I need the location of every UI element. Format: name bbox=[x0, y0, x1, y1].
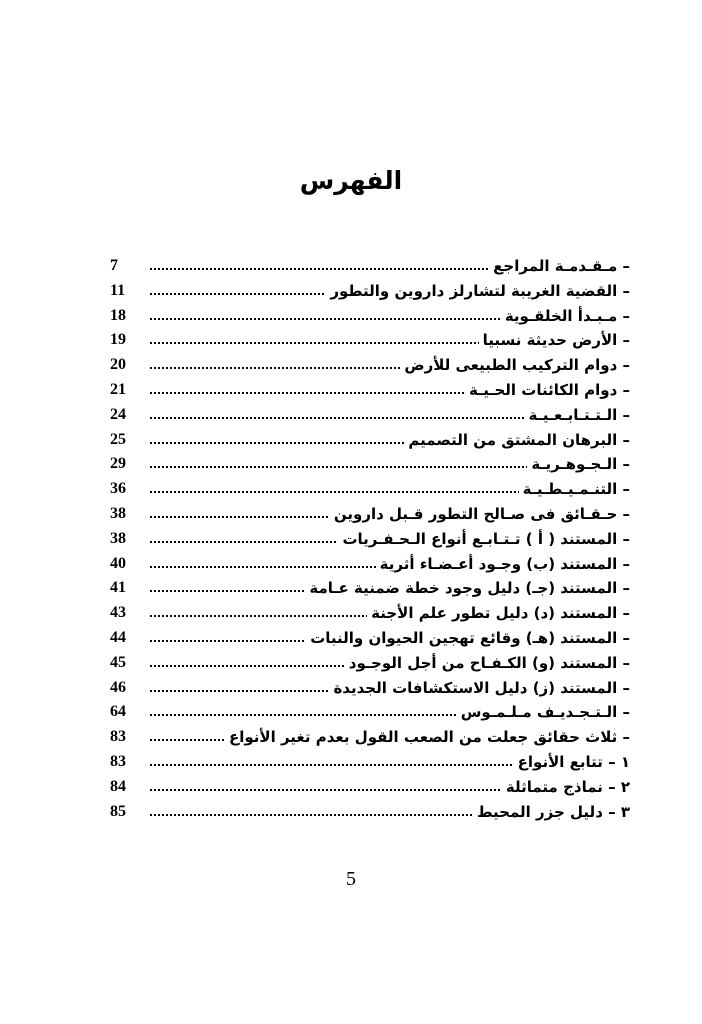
toc-entry bbox=[110, 428, 630, 453]
toc-entry-label: – البرهان المشتق من التصميم bbox=[404, 428, 630, 453]
toc-entry bbox=[110, 304, 630, 329]
toc-entry bbox=[110, 403, 630, 428]
table-of-contents bbox=[110, 254, 630, 824]
toc-entry-label: – المستند (ب) وجـود أعـضـاء أثرية bbox=[376, 552, 630, 577]
toc-entry-label: – الـتـجـديـف مـلـمـوس bbox=[457, 700, 630, 725]
toc-entry-label: ٢ – نماذج متماثلة bbox=[502, 775, 630, 800]
toc-page-number: 25 bbox=[110, 430, 126, 448]
toc-entry-label: – المستند (ز) دليل الاستكشافات الجديدة bbox=[329, 676, 630, 701]
toc-entry-label: – المستند (جـ) دليل وجود خطة ضمنية عـامة bbox=[305, 576, 630, 601]
toc-page-number: 20 bbox=[110, 356, 126, 374]
toc-page-number: 45 bbox=[110, 653, 126, 671]
toc-page-number: 85 bbox=[110, 802, 126, 820]
toc-page-number: 41 bbox=[110, 579, 126, 597]
toc-entry bbox=[110, 576, 630, 601]
toc-entry bbox=[110, 378, 630, 403]
toc-page-number: 38 bbox=[110, 529, 126, 547]
toc-entry bbox=[110, 477, 630, 502]
toc-page-number: 83 bbox=[110, 752, 126, 770]
toc-entry bbox=[110, 700, 630, 725]
toc-entry bbox=[110, 452, 630, 477]
toc-entry bbox=[110, 676, 630, 701]
toc-entry bbox=[110, 353, 630, 378]
toc-entry bbox=[110, 775, 630, 800]
page-title: الفهرس bbox=[299, 166, 403, 195]
toc-page-number: 40 bbox=[110, 554, 126, 572]
toc-page-number: 38 bbox=[110, 504, 126, 522]
toc-page-number: 64 bbox=[110, 703, 126, 721]
toc-page-number: 43 bbox=[110, 604, 126, 622]
toc-entry-label: ٣ – دليل جزر المحيط bbox=[473, 800, 630, 825]
toc-entry-label: – ثلاث حقائق جعلت من الصعب القول بعدم تغير الأنواع bbox=[225, 725, 630, 750]
toc-entry-label: – التنـمـيـطـيـة bbox=[519, 477, 630, 502]
toc-entry bbox=[110, 601, 630, 626]
toc-entry-label: – دوام التركيب الطبيعى للأرض bbox=[400, 353, 630, 378]
toc-entry bbox=[110, 254, 630, 279]
toc-page-number: 24 bbox=[110, 405, 126, 423]
toc-page-number: 11 bbox=[110, 281, 126, 299]
toc-entry-label: – المستند (د) دليل تطور علم الأجنة bbox=[367, 601, 630, 626]
toc-entry-label: – القضية الغريبة لتشارلز داروين والتطور bbox=[326, 279, 630, 304]
toc-entry-label: – الأرض حديثة نسبيا bbox=[479, 328, 630, 353]
toc-entry bbox=[110, 651, 630, 676]
toc-entry bbox=[110, 502, 630, 527]
toc-entry bbox=[110, 527, 630, 552]
toc-page-number: 46 bbox=[110, 678, 126, 696]
toc-entry-label: – مـبـدأ الخلقـوية bbox=[501, 304, 630, 329]
toc-entry bbox=[110, 800, 630, 825]
toc-page-number: 7 bbox=[110, 257, 118, 274]
toc-page-number: 21 bbox=[110, 380, 126, 398]
toc-page-number: 29 bbox=[110, 455, 126, 473]
toc-entry-label: – المستند ( أ ) تـتـابـع أنواع الـحـفـريات bbox=[338, 527, 630, 552]
toc-entry-label: – الـتـتـابـعـيـة bbox=[525, 403, 630, 428]
toc-entry bbox=[110, 626, 630, 651]
toc-page-number: 44 bbox=[110, 628, 126, 646]
toc-entry bbox=[110, 328, 630, 353]
toc-page-number: 19 bbox=[110, 331, 126, 349]
toc-entry-label: – المستند (هـ) وقائع تهجين الحيوان والنبات bbox=[306, 626, 630, 651]
toc-entry-label: – دوام الكائنات الحـيـة bbox=[465, 378, 630, 403]
toc-page-number: 18 bbox=[110, 306, 126, 324]
toc-entry-label: – الـجـوهـريـة bbox=[527, 452, 630, 477]
toc-page-number: 84 bbox=[110, 777, 126, 795]
toc-entry-label: – مـقـدمـة المراجع bbox=[489, 254, 630, 279]
toc-entry bbox=[110, 279, 630, 304]
toc-entry-label: – حـقـائق فى صـالح التطور قـبل داروين bbox=[330, 502, 630, 527]
page-number: 5 bbox=[346, 868, 356, 890]
toc-entry bbox=[110, 725, 630, 750]
toc-entry-label: ١ – تتابع الأنواع bbox=[514, 750, 630, 775]
toc-entry-label: – المستند (و) الكـفـاح من أجل الوجـود bbox=[345, 651, 630, 676]
toc-entry bbox=[110, 750, 630, 775]
toc-page-number: 83 bbox=[110, 728, 126, 746]
toc-entry bbox=[110, 552, 630, 577]
toc-page-number: 36 bbox=[110, 480, 126, 498]
